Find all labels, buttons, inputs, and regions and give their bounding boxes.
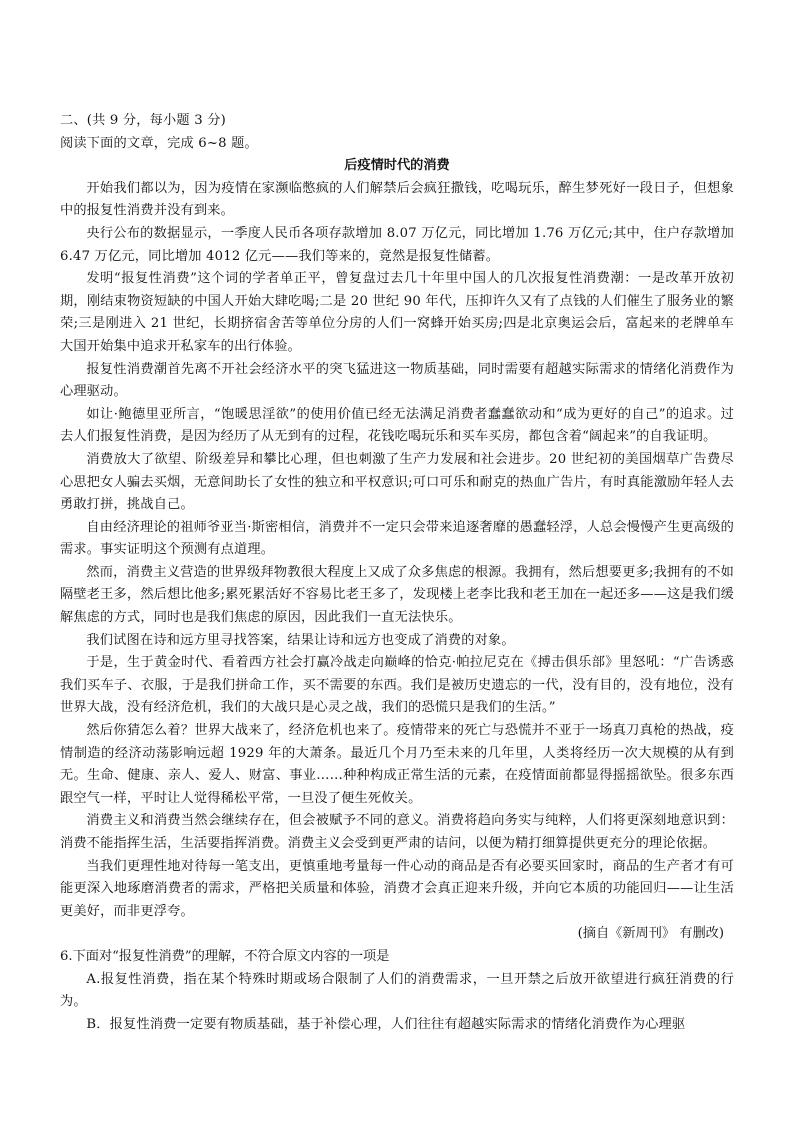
- document-page: [60, 110, 734, 1036]
- article-paragraph: 当我们更理性地对待每一笔支出，更慎重地考量每一件心动的商品是否有必要买回家时，商品的生产者才有可能更深入地琢磨消费者的需求，严格把关质量和体验，消费才会真正迎来升级，并向它本质的功能回归——让生活更美好，而非更浮夸。: [60, 858, 734, 919]
- question-stem: 6.下面对“报复性消费”的理解，不符合原文内容的一项是: [60, 948, 390, 964]
- article-paragraph: 报复性消费潮首先离不开社会经济水平的突飞猛进这一物质基础，同时需要有超越实际需求的情绪化消费作为心理驱动。: [60, 361, 734, 400]
- question-option-b: B．报复性消费一定要有物质基础，基于补偿心理，人们往往有超越实际需求的情绪化消费作为心理驱: [86, 1016, 686, 1032]
- article-title: 后疫情时代的消费: [344, 158, 450, 174]
- question-option-a: A.报复性消费，指在某个特殊时期或场合限制了人们的消费需求，一旦开禁之后放开欲望进行疯狂消费的行为。: [60, 971, 734, 1010]
- section-instruction: 阅读下面的文章，完成 6~8 题。: [60, 135, 258, 151]
- article-paragraph: 于是，生于黄金时代、看着西方社会打赢冷战走向巅峰的恰克·帕拉尼克在《搏击俱乐部》里怒吼：“广告诱惑我们买车子、衣服，于是我们拼命工作，买不需要的东西。我们是被历史遗忘的一代，没有目的，没有地位，没有世界大战，没有经济危机，我们的大战只是心灵之战，我们的恐慌只是我们的生活。”: [60, 655, 734, 716]
- article-source: (摘自《新周刊》 有删改): [577, 926, 724, 942]
- article-paragraph: 然而，消费主义营造的世界级拜物教很大程度上又成了众多焦虑的根源。我拥有，然后想要更多;我拥有的不如隔壁老王多，然后想比他多;累死累活好不容易比老王多了，发现楼上老李比我和老王加在一起还多——这是我们缓解焦虑的方式，同时也是我们焦虑的原因，因此我们一直无法快乐。: [60, 564, 735, 626]
- article-paragraph: 发明“报复性消费”这个词的学者单正平，曾复盘过去几十年里中国人的几次报复性消费潮：一是改革开放初期，刚结束物资短缺的中国人开始大肆吃喝;二是 20 世纪 90 年代，压抑许久又有了点钱的人们催生了服务业的繁荣;三是刚进入 21 世纪，长期挤宿舍苦等单位分房的人们一窝蜂开始买房;四是北京奥运会后，富起来的老牌单车大国开始集中追求开私家车的出行体验。: [60, 271, 734, 354]
- article-paragraph: 消费主义和消费当然会继续存在，但会被赋予不同的意义。消费将趋向务实与纯粹，人们将更深刻地意识到：消费不能指挥生活，生活要指挥消费。消费主义会受到更严肃的诘问，以便为精打细算提供更充分的理论依据。: [60, 813, 734, 851]
- article-paragraph: 开始我们都以为，因为疫情在家濒临憋疯的人们解禁后会疯狂撒钱，吃喝玩乐，醉生梦死好一段日子，但想象中的报复性消费并没有到来。: [60, 180, 734, 219]
- article-paragraph: 央行公布的数据显示，一季度人民币各项存款增加 8.07 万亿元，同比增加 1.76 万亿元;其中，住户存款增加 6.47 万亿元，同比增加 4012 亿元——我们等来的，竟然是报复性储蓄。: [60, 225, 734, 264]
- article-paragraph: 自由经济理论的祖师爷亚当·斯密相信，消费并不一定只会带来追逐奢靡的愚蠢轻浮，人总会慢慢产生更高级的需求。事实证明这个预测有点道理。: [60, 519, 734, 558]
- article-paragraph: 如让·鲍德里亚所言，“饱暖思淫欲”的使用价值已经无法满足消费者蠢蠢欲动和“成为更好的自己”的追求。过去人们报复性消费，是因为经历了从无到有的过程，花钱吃喝玩乐和买车买房，都包含着“阔起来”的自我证明。: [60, 406, 734, 445]
- section-header: 二、(共 9 分，每小题 3 分): [60, 113, 226, 128]
- article-paragraph: 消费放大了欲望、阶级差异和攀比心理，但也刺激了生产力发展和社会进步。20 世纪初的美国烟草广告费尽心思把女人骗去买烟，无意间助长了女性的独立和平权意识;可口可乐和耐克的热血广告片，有时真能激励年轻人去勇敢打拼，挑战自己。: [60, 451, 735, 513]
- article-paragraph: 我们试图在诗和远方里寻找答案，结果让诗和远方也变成了消费的对象。: [86, 632, 515, 648]
- article-paragraph: 然后你猜怎么着？世界大战来了，经济危机也来了。疫情带来的死亡与恐慌并不亚于一场真刀真枪的热战，疫情制造的经济动荡影响远超 1929 年的大萧条。最近几个月乃至未来的几年里，人类将经历一次大规模的从有到无。生命、健康、亲人、爱人、财富、事业……种种构成正常生活的元素，在疫情面前都显得摇摇欲坠。很多东西跟空气一样，平时让人觉得稀松平常，一旦没了便生死攸关。: [60, 723, 734, 806]
